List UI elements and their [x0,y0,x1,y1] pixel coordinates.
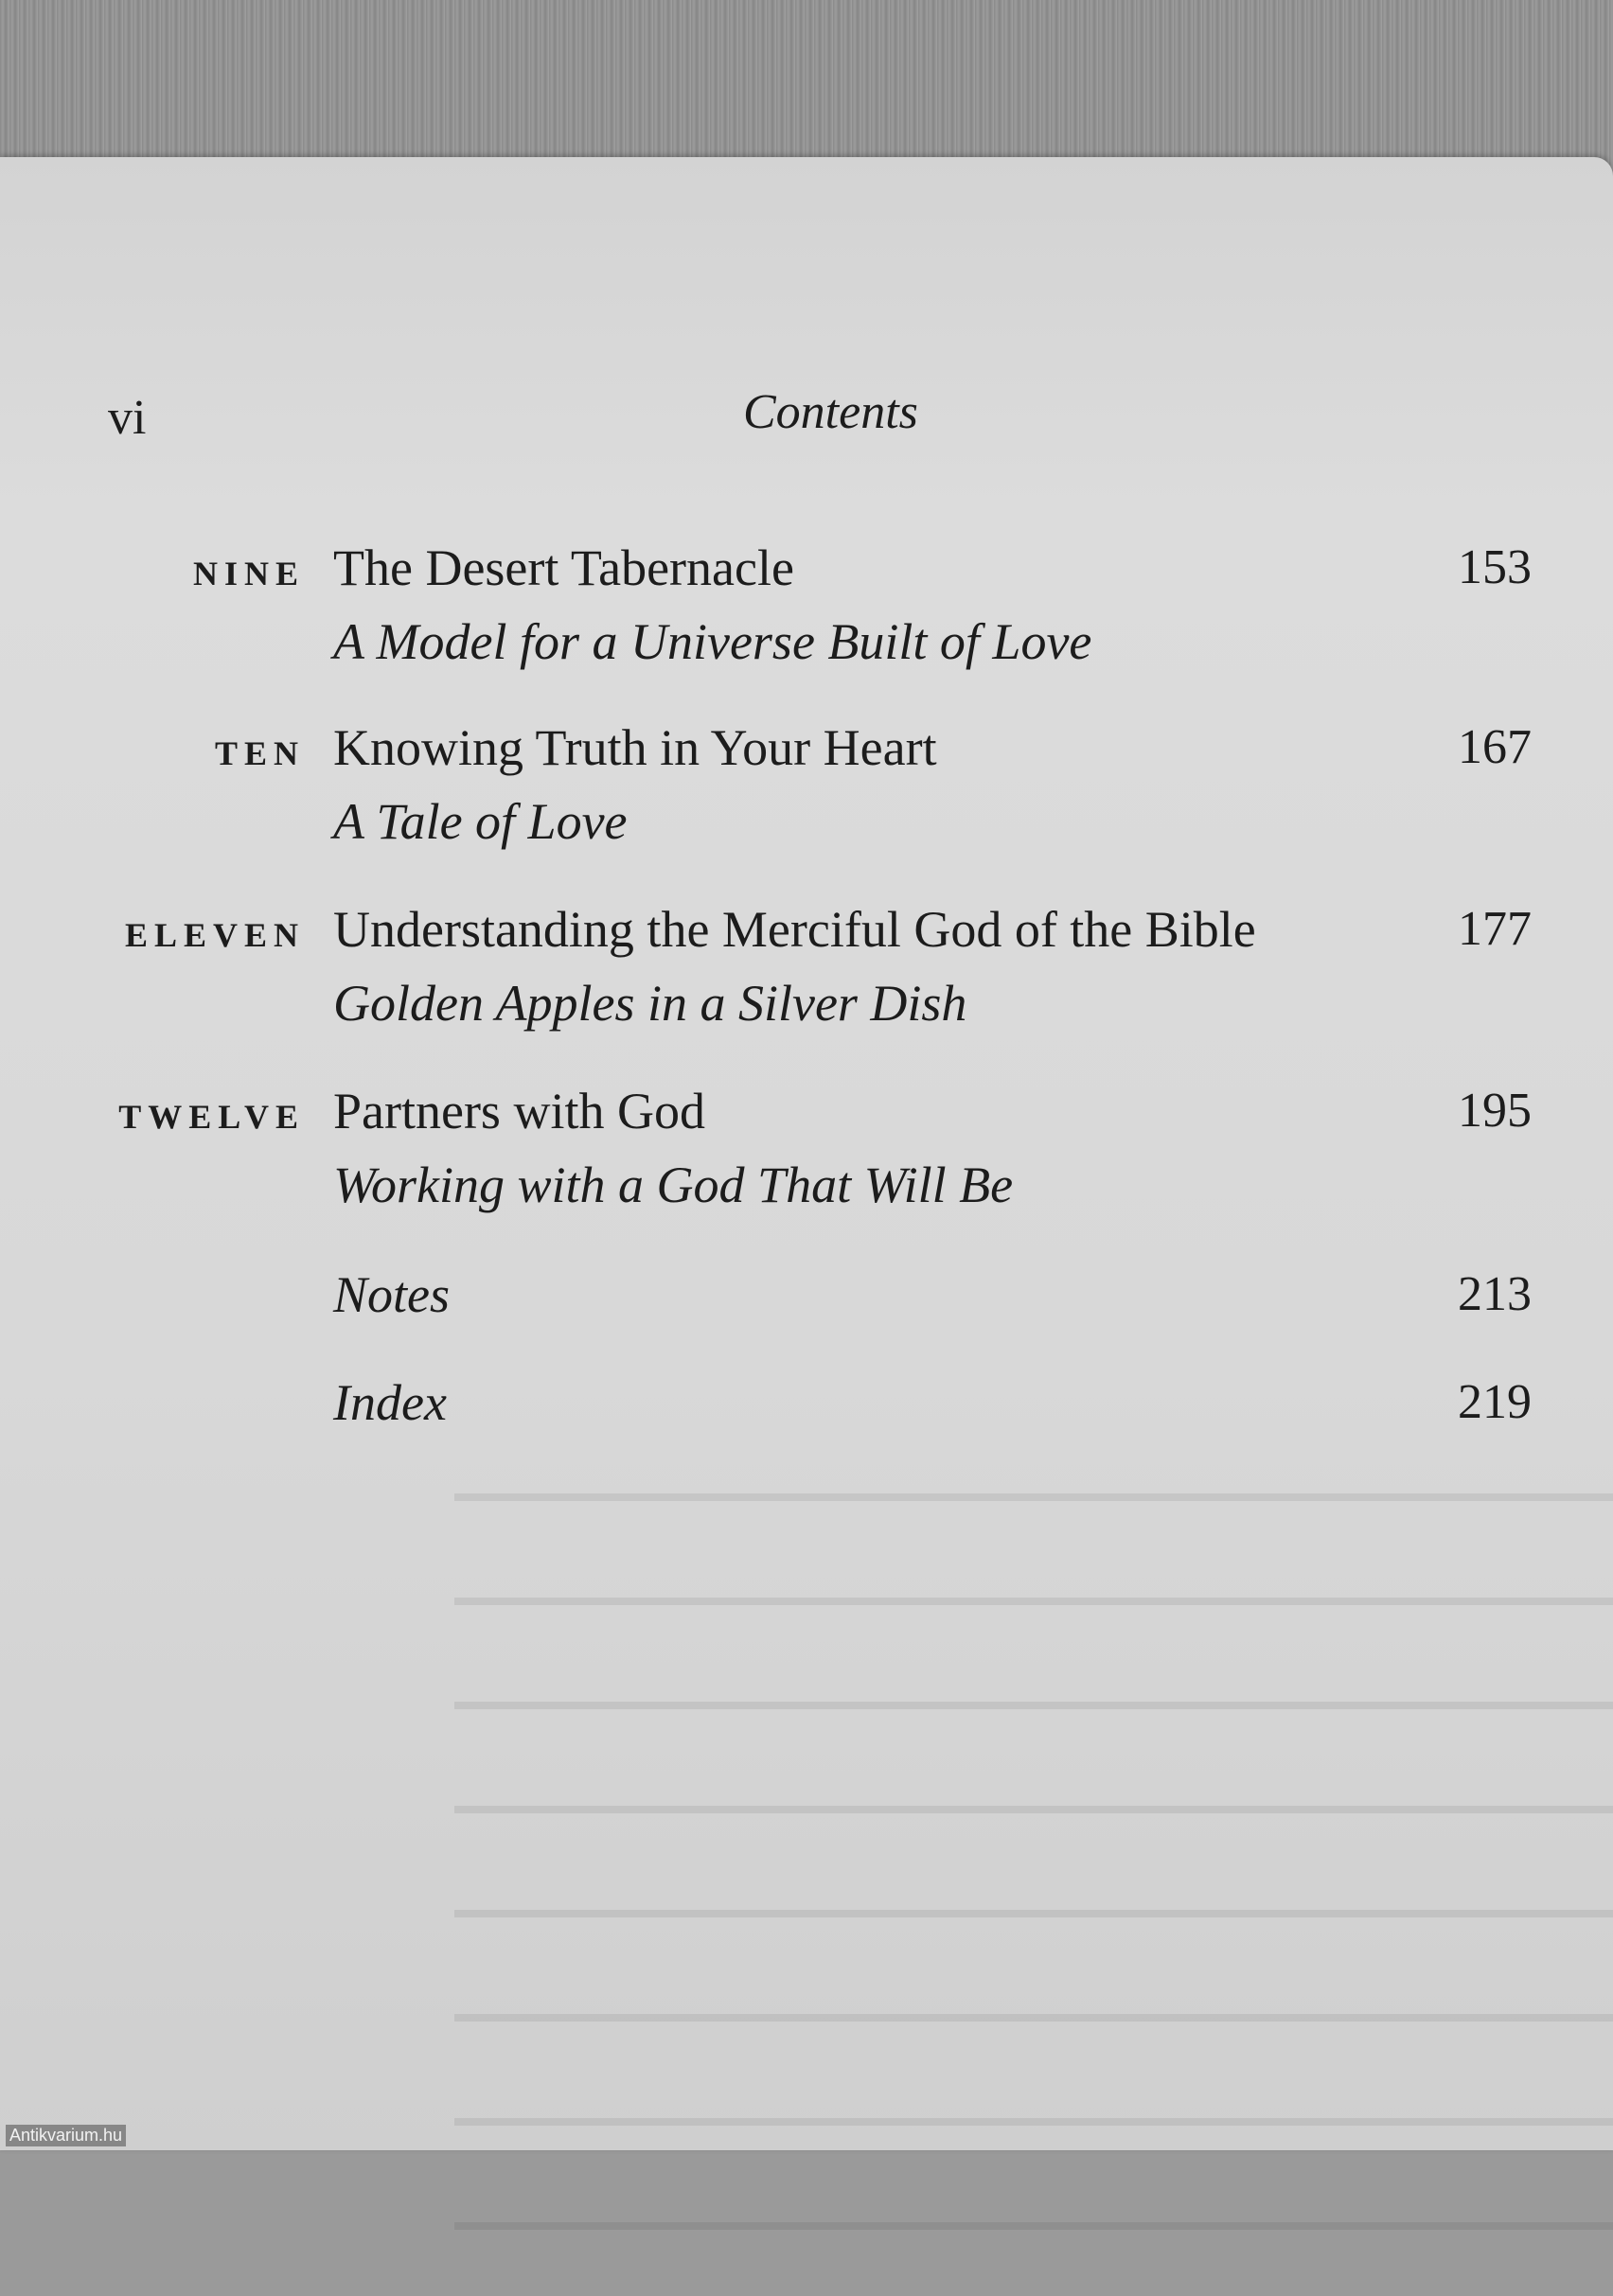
chapter-number: NINE [192,555,305,592]
back-matter-page-number: 219 [1458,1375,1532,1429]
chapter-number: ELEVEN [124,916,305,954]
toc-entry-chapter-ten [0,717,1613,869]
show-through-text [454,1444,1613,2296]
toc-entry-chapter-eleven [0,899,1613,1051]
chapter-subtitle: Golden Apples in a Silver Dish [333,975,967,1032]
chapter-subtitle: A Model for a Universe Built of Love [333,613,1092,670]
toc-entry-chapter-twelve [0,1081,1613,1232]
back-matter-title: Index [333,1374,447,1431]
background-surface [0,0,1613,166]
chapter-page-number: 195 [1458,1084,1532,1138]
chapter-title: Knowing Truth in Your Heart [333,719,937,776]
running-head: Contents [743,385,918,439]
chapter-subtitle: A Tale of Love [333,793,628,850]
chapter-page-number: 153 [1458,540,1532,594]
chapter-title: Partners with God [333,1083,705,1139]
chapter-subtitle: Working with a God That Will Be [333,1157,1014,1213]
chapter-number: TWELVE [118,1098,305,1136]
chapter-title: Understanding the Merciful God of the Bible [333,901,1256,958]
back-matter-page-number: 213 [1458,1267,1532,1321]
toc-entry-index [0,1372,1613,1439]
back-matter-title: Notes [333,1266,451,1323]
chapter-title: The Desert Tabernacle [333,539,794,596]
chapter-page-number: 167 [1458,720,1532,774]
chapter-number: TEN [214,734,305,772]
toc-entry-chapter-nine [0,538,1613,689]
watermark: Antikvarium.hu [6,2125,126,2146]
chapter-page-number: 177 [1458,902,1532,956]
page-folio: vi [108,391,147,445]
toc-entry-notes [0,1264,1613,1331]
